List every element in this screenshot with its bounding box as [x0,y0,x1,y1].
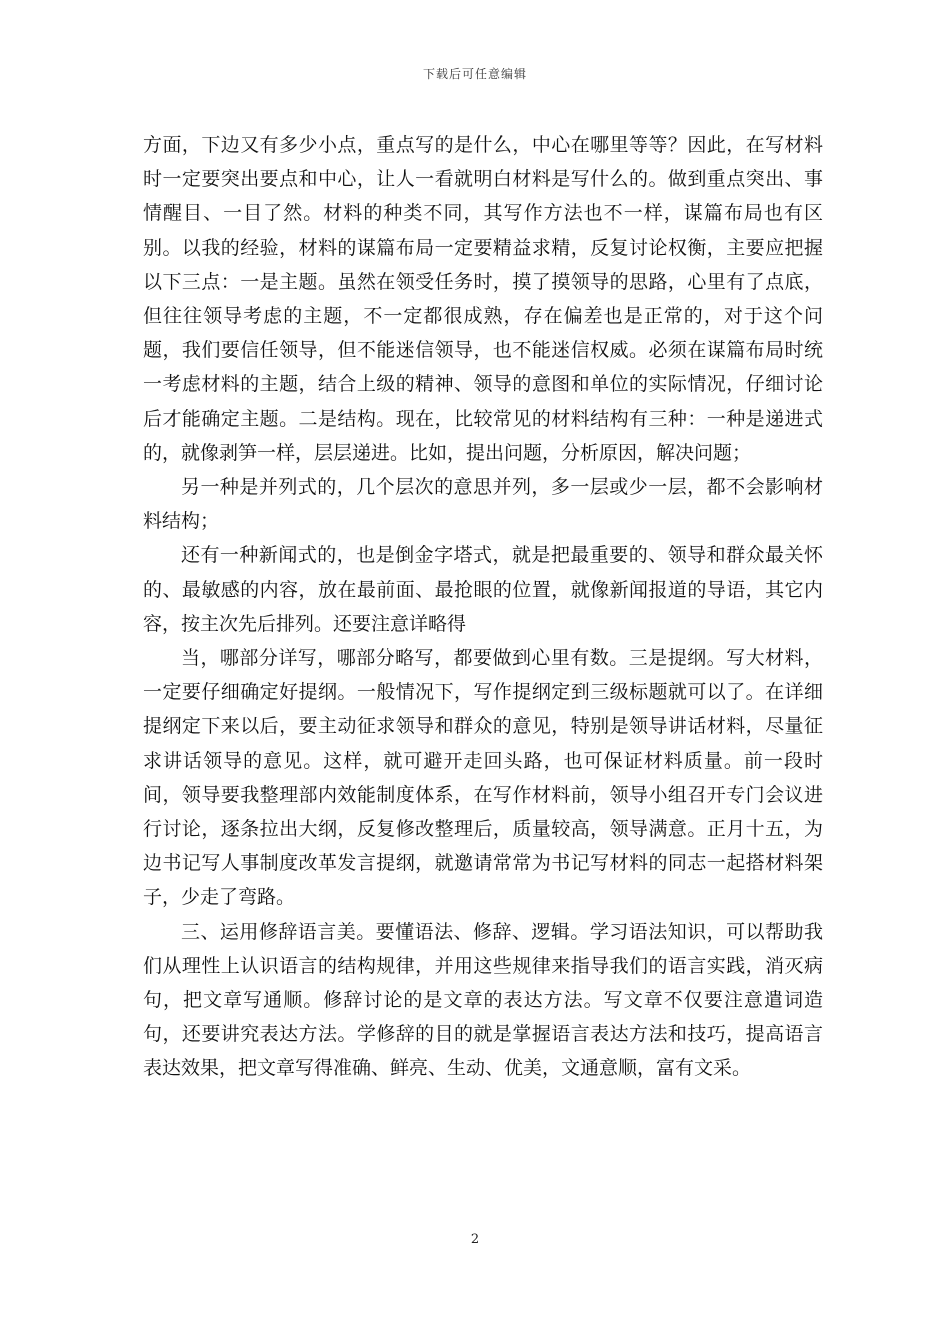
document-body [143,128,823,1086]
page-number: 2 [470,1232,480,1247]
paragraph: 当，哪部分详写，哪部分略写，都要做到心里有数。三是提纲。写大材料，一定要仔细确定好提纲。一般情况下，写作提纲定到三级标题就可以了。在详细提纲定下来以后，要主动征求领导和群众的意见，特别是领导讲话材料，尽量征求讲话领导的意见。这样，就可避开走回头路，也可保证材料质量。前一段时间，领导要我整理部内效能制度体系，在写作材料前，领导小组召开专门会议进行讨论，逐条拉出大纲，反复修改整理后，质量较高，领导满意。正月十五，为边书记写人事制度改革发言提纲，就邀请常常为书记写材料的同志一起搭材料架子，少走了弯路。 [143,647,823,909]
paragraph-continued: 方面，下边又有多少小点，重点写的是什么，中心在哪里等等？因此，在写材料时一定要突出要点和中心，让人一看就明白材料是写什么的。做到重点突出、事情醒目、一目了然。材料的种类不同，其写作方法也不一样，谋篇布局也有区别。以我的经验，材料的谋篇布局一定要精益求精，反复讨论权衡，主要应把握以下三点：一是主题。虽然在领受任务时，摸了摸领导的思路，心里有了点底，但往往领导考虑的主题，不一定都很成熟，存在偏差也是正常的，对于这个问题，我们要信任领导，但不能迷信领导，也不能迷信权威。必须在谋篇布局时统一考虑材料的主题，结合上级的精神、领导的意图和单位的实际情况，仔细讨论后才能确定主题。二是结构。现在，比较常见的材料结构有三种：一种是递进式的，就像剥笋一样，层层递进。比如，提出问题，分析原因，解决问题； [143,134,823,464]
page-header-note: 下载后可任意编辑 [422,67,527,81]
paragraph: 还有一种新闻式的，也是倒金字塔式，就是把最重要的、领导和群众最关怀的、最敏感的内容，放在最前面、最抢眼的位置，就像新闻报道的导语，其它内容，按主次先后排列。还要注意详略得 [143,544,823,635]
paragraph: 另一种是并列式的，几个层次的意思并列，多一层或少一层，都不会影响材料结构； [143,476,823,533]
paragraph: 三、运用修辞语言美。要懂语法、修辞、逻辑。学习语法知识，可以帮助我们从理性上认识语言的结构规律，并用这些规律来指导我们的语言实践，消灭病句，把文章写通顺。修辞讨论的是文章的表达方法。写文章不仅要注意遣词造句，还要讲究表达方法。学修辞的目的就是掌握语言表达方法和技巧，提高语言表达效果，把文章写得准确、鲜亮、生动、优美，文通意顺，富有文采。 [143,920,823,1080]
